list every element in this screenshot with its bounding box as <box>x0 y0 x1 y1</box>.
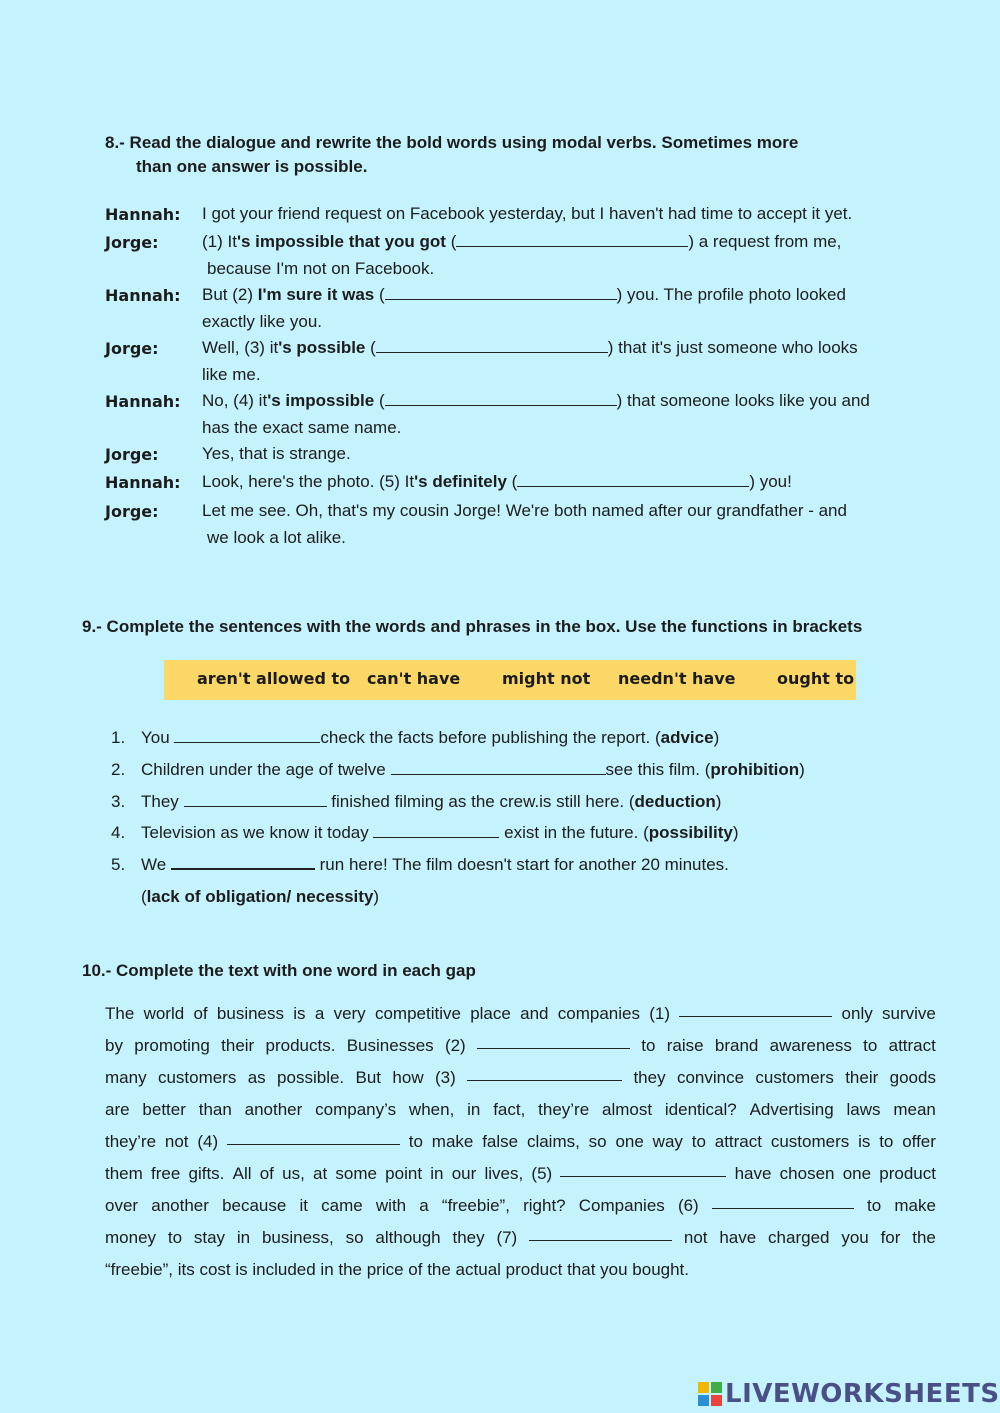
word: and <box>520 1004 549 1023</box>
word: identical? <box>664 1100 737 1119</box>
sentence: They finished filming as the crew.is still here. (deduction) <box>141 792 722 811</box>
word: so <box>588 1132 607 1151</box>
word: survive <box>882 1004 936 1023</box>
answer-blank[interactable] <box>171 852 315 870</box>
word: fact, <box>493 1100 526 1119</box>
word: many <box>105 1068 147 1087</box>
word: their <box>845 1068 879 1087</box>
word: Advertising <box>749 1100 834 1119</box>
word: how <box>392 1068 424 1087</box>
word: business, <box>261 1228 334 1247</box>
word: raise <box>666 1036 704 1055</box>
word: customers <box>755 1068 834 1087</box>
dialogue-line-cont: has the exact same name. <box>202 418 402 437</box>
word: they <box>633 1068 666 1087</box>
dialogue-line: (1) It's impossible that you got ( ) a request from me, <box>202 232 842 251</box>
word: Companies <box>578 1196 665 1215</box>
item-number: 2. <box>111 760 126 779</box>
speaker-name: Jorge: <box>105 233 159 252</box>
word: our <box>451 1164 477 1183</box>
answer-blank[interactable] <box>174 726 320 743</box>
word: are <box>105 1100 130 1119</box>
word: “freebie”, <box>441 1196 510 1215</box>
word: (3) <box>434 1068 456 1087</box>
answer-blank[interactable] <box>373 821 499 838</box>
answer-blank[interactable] <box>376 336 608 353</box>
word: so <box>345 1228 364 1247</box>
word: The <box>105 1004 135 1023</box>
word-box-item: ought to <box>777 669 855 688</box>
word: chosen <box>779 1164 835 1183</box>
answer-blank[interactable] <box>560 1158 726 1177</box>
word: money <box>105 1228 157 1247</box>
word: charged <box>768 1228 830 1247</box>
word: of <box>193 1004 208 1023</box>
word: to <box>879 1132 894 1151</box>
word: to <box>867 1196 882 1215</box>
word: competitive <box>374 1004 461 1023</box>
word: their <box>221 1036 255 1055</box>
speaker-name: Hannah: <box>105 205 181 224</box>
word: because <box>222 1196 287 1215</box>
word: brand <box>714 1036 759 1055</box>
sentence: Children under the age of twelve see this film. (prohibition) <box>141 760 805 779</box>
exercise-8-title-cont: than one answer is possible. <box>136 157 368 176</box>
word: laws <box>846 1100 881 1119</box>
word: place <box>470 1004 511 1023</box>
answer-blank[interactable] <box>477 1030 630 1049</box>
word: you <box>841 1228 869 1247</box>
gap-fill-paragraph <box>105 998 936 1286</box>
function-label: advice <box>660 728 714 747</box>
dialogue-line-cont: because I'm not on Facebook. <box>207 259 435 278</box>
word: business <box>216 1004 285 1023</box>
paragraph-line <box>105 1190 936 1222</box>
word: is <box>293 1004 306 1023</box>
word: right? <box>523 1196 566 1215</box>
bold-phrase: 's impossible <box>267 391 375 410</box>
dialogue-line: Well, (3) it's possible ( ) that it's just someone who looks <box>202 338 858 357</box>
word: (7) <box>496 1228 518 1247</box>
word: to <box>641 1036 656 1055</box>
speaker-name: Jorge: <box>105 339 159 358</box>
word: customers <box>770 1132 850 1151</box>
sentence: Television as we know it today exist in the future. (possibility) <box>141 823 739 842</box>
word: convince <box>676 1068 745 1087</box>
speaker-name: Jorge: <box>105 445 159 464</box>
word: But <box>355 1068 382 1087</box>
bold-phrase: 's possible <box>278 338 366 357</box>
function-label: possibility <box>648 823 733 842</box>
function-label: deduction <box>634 792 716 811</box>
word: for <box>880 1228 901 1247</box>
paragraph-line <box>105 1094 936 1126</box>
word: point <box>385 1164 423 1183</box>
word: possible. <box>277 1068 345 1087</box>
word: almost <box>602 1100 653 1119</box>
word: with <box>375 1196 407 1215</box>
word: they’re <box>538 1100 590 1119</box>
word: (2) <box>444 1036 466 1055</box>
word: make <box>431 1132 474 1151</box>
sentence: We run here! The film doesn't start for another 20 minutes. <box>141 852 729 878</box>
word: a <box>314 1004 325 1023</box>
answer-blank[interactable] <box>227 1126 400 1145</box>
word: another <box>151 1196 209 1215</box>
word: (5) <box>531 1164 553 1183</box>
word: when, <box>408 1100 455 1119</box>
item-number: 5. <box>111 855 126 874</box>
dialogue-line-cont: we look a lot alike. <box>207 528 346 547</box>
word: although <box>375 1228 441 1247</box>
word: came <box>321 1196 363 1215</box>
paragraph-line <box>105 1030 936 1062</box>
word: in <box>236 1228 251 1247</box>
sentence: You check the facts before publishing the report. (advice) <box>141 728 720 747</box>
word: some <box>335 1164 377 1183</box>
word: free <box>151 1164 181 1183</box>
word: product <box>879 1164 936 1183</box>
word: it <box>299 1196 308 1215</box>
word: make <box>894 1196 936 1215</box>
word-box <box>164 660 856 700</box>
logo-icon <box>698 1382 722 1406</box>
word: better <box>142 1100 186 1119</box>
word: by <box>105 1036 123 1055</box>
answer-blank[interactable] <box>385 389 617 406</box>
word: stay <box>193 1228 226 1247</box>
word: is <box>858 1132 871 1151</box>
word: products. <box>265 1036 336 1055</box>
word: way <box>652 1132 683 1151</box>
item-number: 4. <box>111 823 126 842</box>
word: (4) <box>197 1132 219 1151</box>
word: than <box>198 1100 232 1119</box>
word: attract <box>888 1036 936 1055</box>
word: (1) <box>649 1004 671 1023</box>
word: them <box>105 1164 143 1183</box>
word: (6) <box>677 1196 699 1215</box>
word: to <box>691 1132 706 1151</box>
dialogue-line: Look, here's the photo. (5) It's definitely ( ) you! <box>202 472 792 491</box>
word: not <box>683 1228 708 1247</box>
word: a <box>419 1196 429 1215</box>
word: not <box>164 1132 189 1151</box>
speaker-name: Jorge: <box>105 502 159 521</box>
word: Businesses <box>346 1036 434 1055</box>
dialogue-line: I got your friend request on Facebook yesterday, but I haven't had time to accept it yet. <box>202 204 853 223</box>
word: awareness <box>769 1036 852 1055</box>
dialogue-line-cont: exactly like you. <box>202 312 322 331</box>
dialogue-line: Yes, that is strange. <box>202 444 351 463</box>
word: us, <box>282 1164 305 1183</box>
exercise-8-title: 8.- Read the dialogue and rewrite the bold words using modal verbs. Sometimes more <box>105 133 799 152</box>
paragraph-line: “freebie”, its cost is included in the price of the actual product that you bought. <box>105 1260 690 1279</box>
word-box-item: aren't allowed to <box>197 669 351 688</box>
answer-blank[interactable] <box>391 758 606 775</box>
liveworksheets-logo <box>698 1378 1000 1410</box>
bold-phrase: 's impossible that you got <box>236 232 446 251</box>
word: world <box>143 1004 185 1023</box>
dialogue-line: Let me see. Oh, that's my cousin Jorge! We're both named after our grandfather - and <box>202 501 847 520</box>
word: lives, <box>484 1164 524 1183</box>
paragraph-line <box>105 998 936 1030</box>
word: in <box>467 1100 481 1119</box>
word: very <box>333 1004 366 1023</box>
answer-blank[interactable] <box>529 1222 672 1241</box>
word-box-item: might not <box>502 669 591 688</box>
paragraph-line <box>105 1126 936 1158</box>
speaker-name: Hannah: <box>105 392 181 411</box>
item-number: 3. <box>111 792 126 811</box>
answer-blank[interactable] <box>679 998 832 1017</box>
word-box-item: can't have <box>367 669 461 688</box>
word: claims, <box>526 1132 580 1151</box>
word: to <box>863 1036 878 1055</box>
dialogue-line: No, (4) it's impossible ( ) that someone looks like you and <box>202 391 870 410</box>
word: have <box>719 1228 757 1247</box>
word: All <box>232 1164 252 1183</box>
word: to <box>167 1228 183 1247</box>
bold-phrase: I'm sure it was <box>257 285 375 304</box>
word: goods <box>889 1068 936 1087</box>
word-box-item: needn't have <box>618 669 736 688</box>
answer-blank[interactable] <box>456 230 688 247</box>
word: company’s <box>315 1100 397 1119</box>
word: offer <box>902 1132 936 1151</box>
dialogue-line-cont: like me. <box>202 365 261 384</box>
word: another <box>244 1100 303 1119</box>
word: one <box>615 1132 644 1151</box>
word: to <box>408 1132 423 1151</box>
word: at <box>313 1164 328 1183</box>
paragraph-line <box>105 1158 936 1190</box>
exercise-9-title: 9.- Complete the sentences with the words and phrases in the box. Use the functions in brackets <box>82 617 863 636</box>
word: in <box>430 1164 444 1183</box>
word: customers <box>157 1068 237 1087</box>
word: companies <box>557 1004 640 1023</box>
speaker-name: Hannah: <box>105 473 181 492</box>
speaker-name: Hannah: <box>105 286 181 305</box>
word: of <box>259 1164 274 1183</box>
word: attract <box>714 1132 762 1151</box>
word: one <box>842 1164 872 1183</box>
word: mean <box>893 1100 936 1119</box>
exercise-10-title: 10.- Complete the text with one word in each gap <box>82 961 476 980</box>
word: they <box>452 1228 485 1247</box>
word: gifts. <box>188 1164 225 1183</box>
paragraph-line <box>105 1222 936 1254</box>
item-number: 1. <box>111 728 126 747</box>
word: promoting <box>134 1036 210 1055</box>
function-label: prohibition <box>710 760 800 779</box>
word: only <box>841 1004 873 1023</box>
logo-text: LIVEWORKSHEETS <box>725 1379 1000 1409</box>
word: the <box>912 1228 936 1247</box>
word: false <box>482 1132 519 1151</box>
answer-blank[interactable] <box>517 470 749 487</box>
answer-blank[interactable] <box>467 1062 622 1081</box>
word: as <box>247 1068 266 1087</box>
word: have <box>734 1164 772 1183</box>
answer-blank[interactable] <box>712 1190 854 1209</box>
word: over <box>105 1196 139 1215</box>
word: they’re <box>105 1132 157 1151</box>
item-5-note: (lack of obligation/ necessity) <box>141 887 380 906</box>
dialogue-line: But (2) I'm sure it was ( ) you. The profile photo looked <box>202 285 846 304</box>
bold-phrase: 's definitely <box>414 472 507 491</box>
answer-blank[interactable] <box>385 283 617 300</box>
paragraph-line <box>105 1062 936 1094</box>
answer-blank[interactable] <box>184 790 327 807</box>
